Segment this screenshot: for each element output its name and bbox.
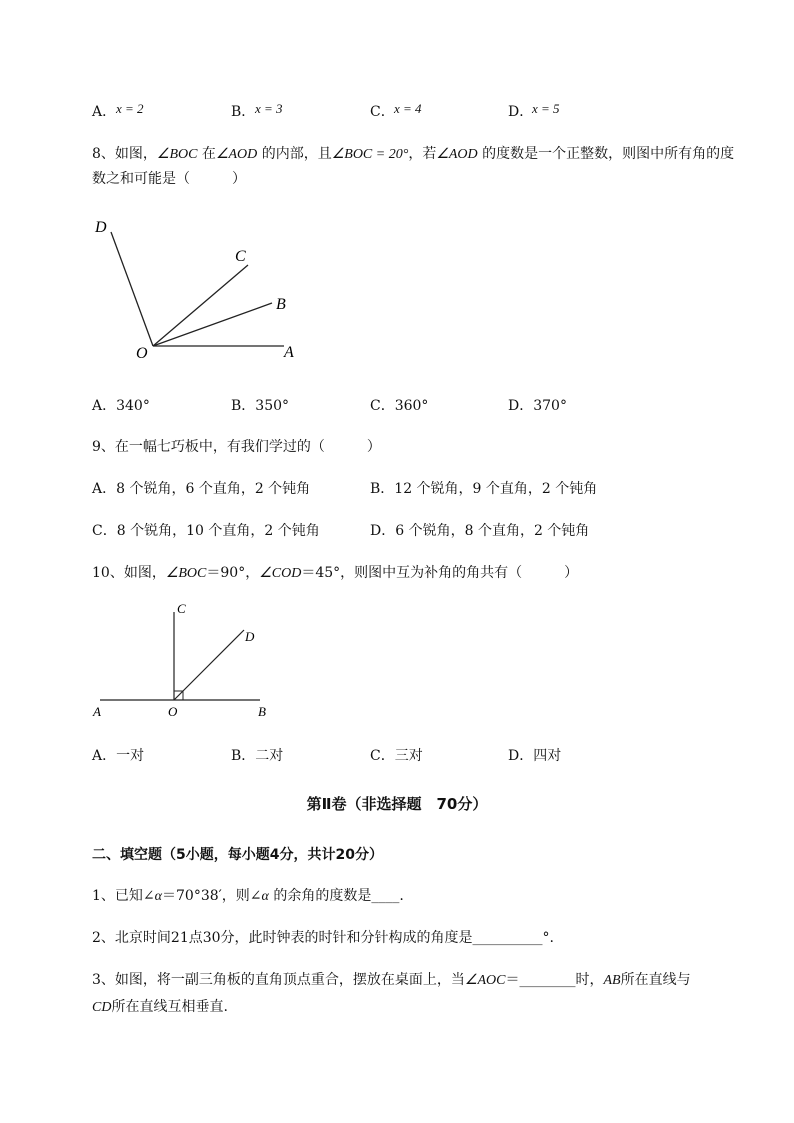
fill-q1-alpha: α <box>154 889 162 904</box>
fill-q3-prefix: 3、如图，将一副三角板的直角顶点重合，摆放在桌面上，当 <box>92 972 465 988</box>
q8-text2: 的内部，且 <box>257 146 332 162</box>
q10-option-d: D．四对 <box>508 748 562 764</box>
fill-q3-angle-aoc: ∠AOC <box>464 973 506 988</box>
fill-q3-text3: 所在直线互相垂直. <box>111 999 228 1015</box>
label-c: C <box>177 601 186 616</box>
q7-option-a-expr: x = 2 <box>116 101 144 116</box>
q10-text1: ＝90°， <box>206 565 260 581</box>
section2-title: 二、填空题（5小题，每小题4分，共计20分） <box>92 847 383 863</box>
ray-od <box>174 630 244 700</box>
q10-prefix: 10、如图， <box>92 565 166 581</box>
label-c: C <box>235 248 246 265</box>
q7-option-b-expr: x = 3 <box>255 101 283 116</box>
q7-option-b-letter: B． <box>231 104 256 120</box>
part2-title: 第Ⅱ卷（非选择题 70分） <box>306 795 488 813</box>
fill-q1-prefix: 1、已知∠ <box>92 888 155 904</box>
q10-stem <box>92 562 578 582</box>
q7-option-c-letter: C． <box>370 104 395 120</box>
fill-q1 <box>92 885 404 905</box>
q8-angle-figure <box>85 210 315 370</box>
fill-q1-mid: ＝70°38′，则∠ <box>162 888 262 904</box>
label-d: D <box>95 219 107 236</box>
label-o: O <box>168 704 178 719</box>
fill-q3-ab: AB <box>603 973 621 988</box>
q7-option-c-expr: x = 4 <box>394 101 422 116</box>
q9-option-d: D．6 个锐角，8 个直角，2 个钝角 <box>370 523 590 539</box>
q10-option-b: B．二对 <box>231 748 284 764</box>
fill-q3-text1: ＝________时， <box>505 972 604 988</box>
q8-option-b: B．350° <box>231 398 290 414</box>
q8-angle-aod: ∠AOD <box>215 147 258 162</box>
ray-oc <box>153 265 248 346</box>
q8-text1: 在 <box>197 146 216 162</box>
q8-angle-aod-2: ∠AOD <box>436 147 478 162</box>
fill-q1-suffix: 的余角的度数是____. <box>268 888 404 904</box>
fill-q3-line1 <box>92 969 691 989</box>
q9-option-a: A．8 个锐角，6 个直角，2 个钝角 <box>92 481 311 497</box>
q8-option-a: A．340° <box>92 398 150 414</box>
fill-q3-line2 <box>92 996 228 1016</box>
fill-q3-text2: 所在直线与 <box>620 972 691 988</box>
q9-option-c: C．8 个锐角，10 个直角，2 个钝角 <box>92 523 320 539</box>
q8-option-d: D．370° <box>508 398 567 414</box>
q8-option-c: C．360° <box>370 398 429 414</box>
q8-boc-equation: ∠BOC = 20° <box>331 147 409 162</box>
q10-option-c: C．三对 <box>370 748 423 764</box>
q10-option-a: A．一对 <box>92 748 145 764</box>
fill-q1-alpha2: α <box>261 889 269 904</box>
q8-prefix: 8、如图， <box>92 146 157 162</box>
label-b: B <box>276 296 286 313</box>
q8-stem-line1 <box>92 143 734 163</box>
q7-option-d-letter: D． <box>508 104 534 120</box>
q8-text3: ，若 <box>408 146 437 162</box>
q10-angle-boc: ∠BOC <box>165 566 207 581</box>
q10-angle-figure <box>88 598 288 723</box>
q7-option-d-expr: x = 5 <box>532 101 560 116</box>
fill-q2: 2、北京时间21点30分，此时钟表的时针和分针构成的角度是__________°. <box>92 930 554 946</box>
label-d: D <box>245 629 255 644</box>
label-b: B <box>258 704 266 719</box>
ray-od <box>111 232 153 346</box>
q9-stem: 9、在一幅七巧板中，有我们学过的（ ） <box>92 439 381 455</box>
label-a: A <box>93 704 101 719</box>
ray-ob <box>153 303 272 346</box>
fill-q3-cd: CD <box>92 1000 112 1015</box>
q10-text2: ＝45°，则图中互为补角的角共有（ ） <box>301 565 579 581</box>
q8-stem-line2: 数之和可能是（ ） <box>92 171 246 187</box>
label-a: A <box>284 344 294 361</box>
q8-angle-boc: ∠BOC <box>156 147 198 162</box>
q7-option-a-letter: A． <box>92 104 117 120</box>
label-o: O <box>136 345 148 362</box>
q10-angle-cod: ∠COD <box>259 566 302 581</box>
q8-text4: 的度数是一个正整数，则图中所有角的度 <box>477 146 735 162</box>
q9-option-b: B．12 个锐角，9 个直角，2 个钝角 <box>370 481 598 497</box>
